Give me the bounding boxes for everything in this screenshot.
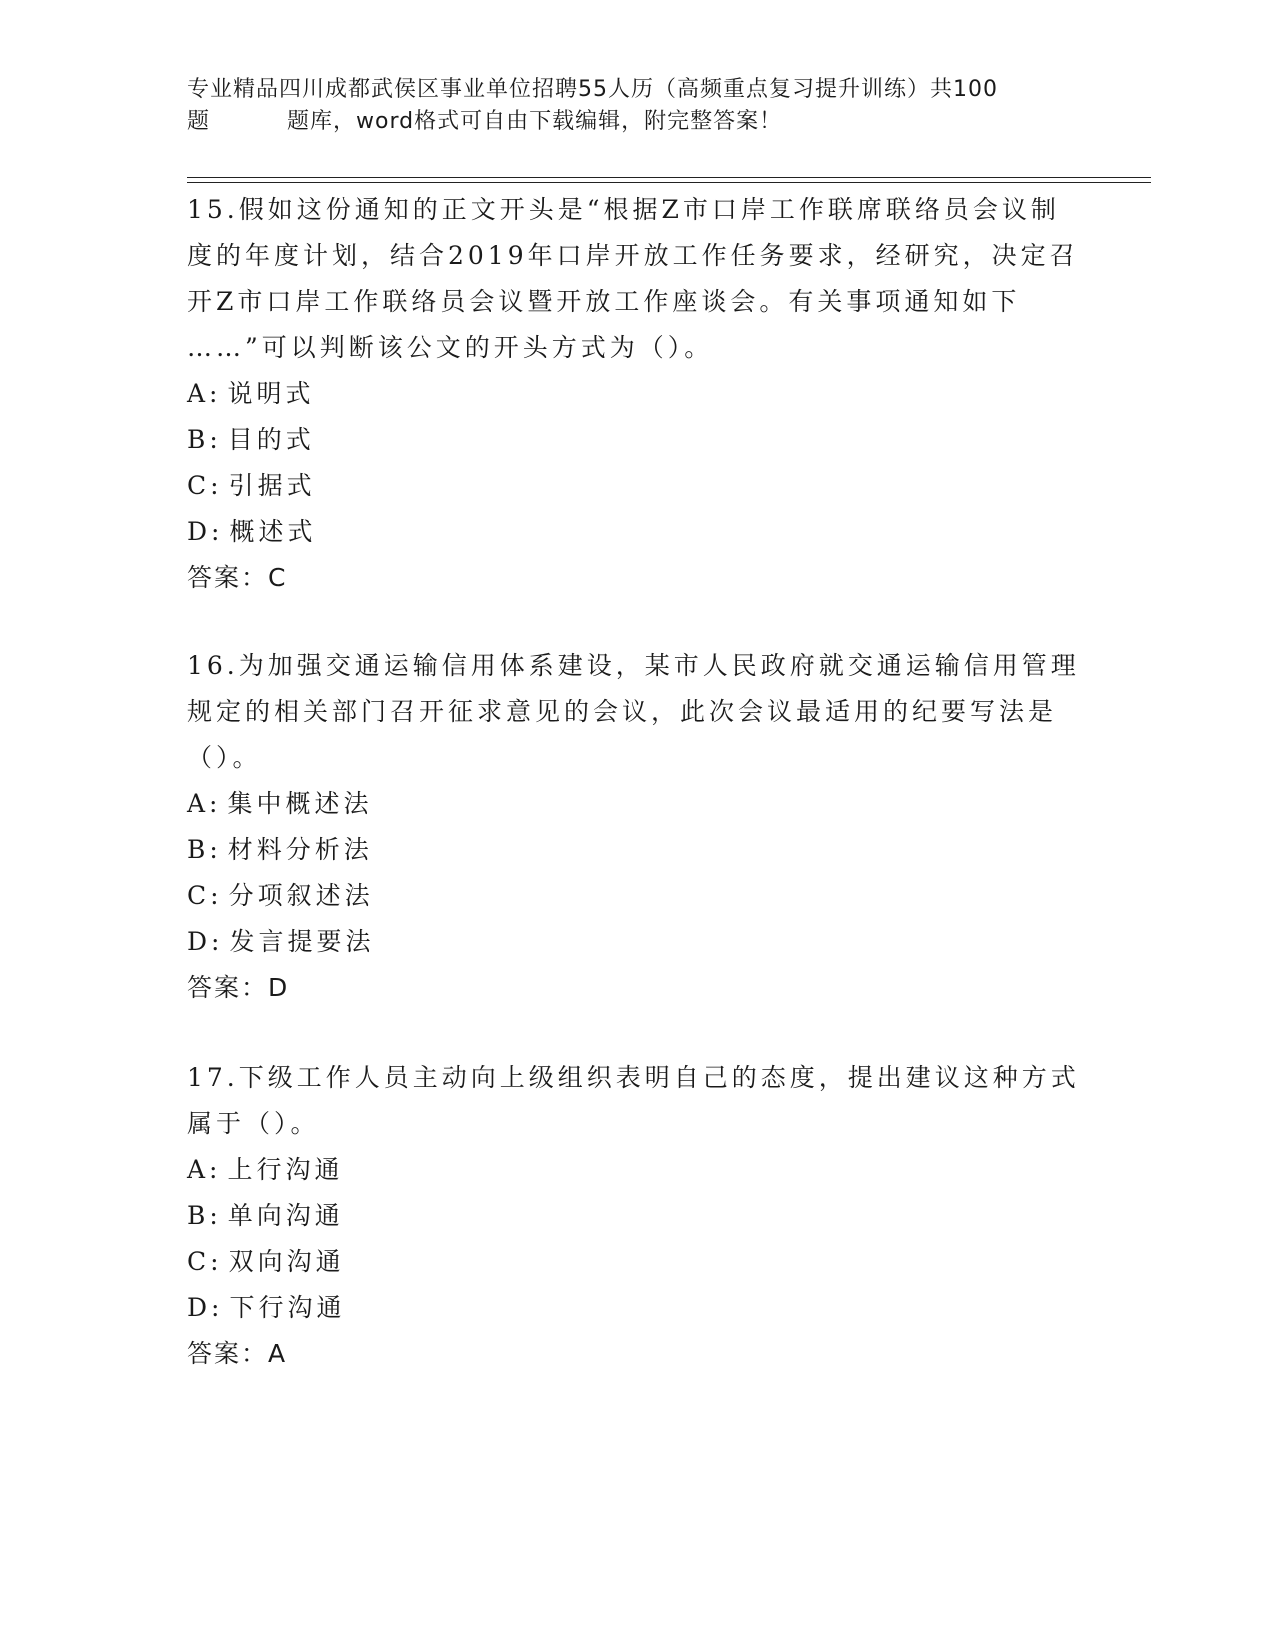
header-divider-top: [187, 177, 1151, 178]
option-key: A:: [187, 789, 222, 818]
question-17: [187, 1055, 1087, 1377]
header-divider-bottom: [187, 182, 1151, 183]
document-header: [187, 74, 1087, 138]
option-text: 单向沟通: [227, 1201, 344, 1230]
header-title-line2: [187, 106, 1087, 138]
option-a: [187, 781, 1087, 827]
question-stem-line: ……”可以判断该公文的开头方式为（）。: [187, 333, 714, 362]
option-b: [187, 827, 1087, 873]
option-key: C:: [187, 881, 223, 910]
option-key: B:: [187, 835, 222, 864]
option-key: B:: [187, 425, 222, 454]
question-stem-line: 开Z市口岸工作联络员会议暨开放工作座谈会。有关事项通知如下: [187, 287, 1021, 316]
option-d: [187, 1285, 1087, 1331]
option-c: [187, 873, 1087, 919]
option-key: C:: [187, 471, 223, 500]
option-text: 材料分析法: [227, 835, 373, 864]
option-key: A:: [187, 1155, 222, 1184]
answer-line: 答案：A: [187, 1339, 288, 1368]
option-key: D:: [187, 1293, 224, 1322]
header-title-line2-lead: 题: [187, 109, 211, 134]
option-text: 发言提要法: [229, 927, 375, 956]
question-stem-line: 规定的相关部门召开征求意见的会议，此次会议最适用的纪要写法是: [187, 697, 1058, 726]
question-stem-line: 17.下级工作人员主动向上级组织表明自己的态度，提出建议这种方式: [187, 1063, 1080, 1092]
option-b: [187, 417, 1087, 463]
option-b: [187, 1193, 1087, 1239]
question-15: [187, 187, 1087, 601]
answer-line: 答案：D: [187, 973, 290, 1002]
question-stem-line: 15.假如这份通知的正文开头是“根据Z市口岸工作联席联络员会议制: [187, 195, 1060, 224]
option-text: 双向沟通: [228, 1247, 345, 1276]
option-d: [187, 509, 1087, 555]
option-a: [187, 371, 1087, 417]
option-key: D:: [187, 517, 224, 546]
option-c: [187, 1239, 1087, 1285]
option-key: C:: [187, 1247, 223, 1276]
option-a: [187, 1147, 1087, 1193]
option-d: [187, 919, 1087, 965]
option-text: 集中概述法: [227, 789, 373, 818]
option-text: 概述式: [229, 517, 317, 546]
question-stem: [187, 187, 1087, 371]
header-title-line1: 专业精品四川成都武侯区事业单位招聘55人历（高频重点复习提升训练）共100: [187, 77, 998, 102]
option-text: 说明式: [227, 379, 315, 408]
option-text: 目的式: [227, 425, 315, 454]
option-text: 下行沟通: [229, 1293, 346, 1322]
question-stem-line: 度的年度计划，结合2019年口岸开放工作任务要求，经研究，决定召: [187, 241, 1079, 270]
option-c: [187, 463, 1087, 509]
question-stem: [187, 1055, 1087, 1147]
option-key: D:: [187, 927, 224, 956]
question-stem-line: 属于（）。: [187, 1109, 320, 1138]
question-stem: [187, 643, 1087, 781]
header-title-line2-rest: 题库，word格式可自由下载编辑，附完整答案！: [287, 109, 783, 134]
option-text: 上行沟通: [227, 1155, 344, 1184]
option-text: 分项叙述法: [228, 881, 374, 910]
question-stem-line: （）。: [187, 743, 262, 772]
answer-line: 答案：C: [187, 563, 288, 592]
question-stem-line: 16.为加强交通运输信用体系建设，某市人民政府就交通运输信用管理: [187, 651, 1080, 680]
option-key: B:: [187, 1201, 222, 1230]
option-key: A:: [187, 379, 222, 408]
question-16: [187, 643, 1087, 1011]
option-text: 引据式: [228, 471, 316, 500]
